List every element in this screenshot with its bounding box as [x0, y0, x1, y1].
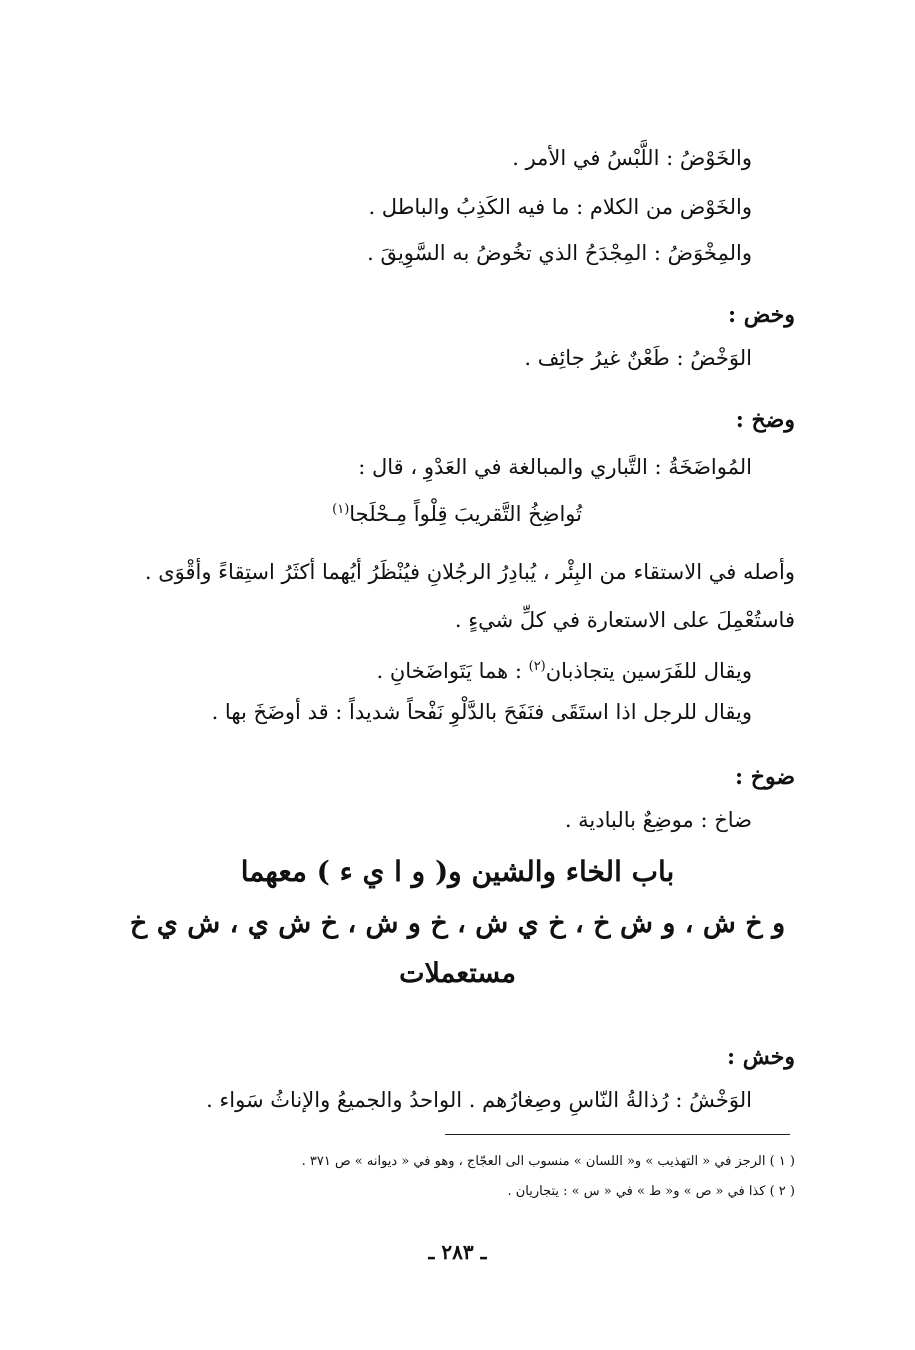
chapter-roots: و خ ش ، و ش خ ، خ ي ش ، خ و ش ، خ ش ي ، ش ي خ	[129, 908, 786, 939]
entry-head-wakhsh: وخش :	[726, 1044, 795, 1070]
text-line-awdakha: ويقال للرجل اذا استَقَى فنَفَحَ بالدَّلْوِ نَفْحاً شديداً : قد أوضَخَ بها .	[211, 700, 752, 724]
faras-text-a: ويقال للفَرَسين يتجاذبان	[545, 659, 752, 683]
chapter-status: مستعملات	[399, 958, 516, 989]
entry-head-wakhd: وخض :	[728, 302, 795, 328]
text-line-wakhsh: الوَخْشُ : رُذالةُ النّاسِ وصِغارُهم . الواحدُ والجميعُ والإناثُ سَواء .	[206, 1088, 752, 1112]
faras-text-b: : هما يَتَواضَخانِ .	[376, 659, 529, 683]
entry-head-wadakh: وضخ :	[735, 407, 795, 433]
footnote-divider	[445, 1134, 790, 1135]
footnote-1: ( ١ ) الرجز في « التهذيب » و« اللسان » منسوب الى العجّاج ، وهو في « ديوانه » ص ٣٧١ .	[301, 1154, 795, 1169]
text-line-istu-mila: فاستُعْمِلَ على الاستعارة في كلِّ شيءٍ .	[454, 608, 795, 632]
text-line-asl: وأصله في الاستقاء من البِئْر ، يُبادِرُ الرجُلانِ فيُنْظَرُ أيُهما أكثَرُ استِقاءً وأقْوَى .	[144, 560, 795, 584]
footnote-ref-1: (١)	[332, 502, 350, 517]
text-line-mikhwad: والمِخْوَضُ : المِجْدَحُ الذي تخُوضُ به السَّوِيقَ .	[367, 241, 752, 265]
verse-line	[332, 495, 582, 529]
text-line-wakhd: الوَخْضُ : طَعْنٌ غيرُ جائِف .	[524, 346, 752, 370]
footnote-2: ( ٢ ) كذا في « ص » و« ط » في « س » : يتجاريان .	[507, 1184, 795, 1199]
chapter-title: باب الخاء والشين و( و ا ي ء ) معهما	[240, 855, 675, 888]
text-line-khawd-2: والخَوْض من الكلام : ما فيه الكَذِبُ والباطل .	[368, 195, 752, 219]
text-line-dakh: ضاخ : موضِعٌ بالبادية .	[564, 808, 752, 832]
footnote-ref-2: (٢)	[528, 659, 546, 674]
text-line-faras	[376, 652, 752, 686]
text-line-khawd-1: والخَوْضُ : اللَّبْسُ في الأمر .	[512, 146, 752, 170]
text-line-muwadakha: المُواضَخَةُ : التَّباري والمبالغة في العَدْوِ ، قال :	[358, 455, 752, 479]
verse-text: تُواضِخُ التَّقريبَ قِلْواً مِـحْلَجا	[349, 502, 582, 526]
page-number: ـ ٢٨٣ ـ	[428, 1240, 487, 1264]
entry-head-dawkh: ضوخ :	[734, 764, 795, 790]
